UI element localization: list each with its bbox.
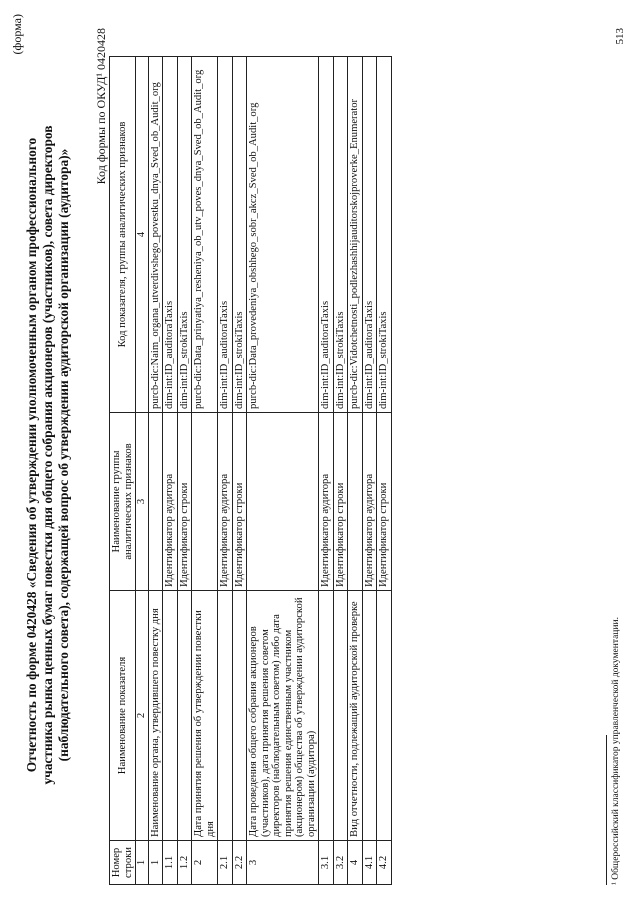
title-line-3: (наблюдательного совета), содержащей вопрос об утверждении аудиторской организации (аудитора)»	[56, 148, 71, 762]
indicator-name-cell: Вид отчетности, подлежащий аудиторской проверке	[348, 591, 363, 841]
indicators-table	[109, 56, 392, 885]
table-row	[333, 57, 348, 885]
group-name-cell: Идентификатор строки	[333, 413, 348, 591]
indicator-name-cell	[319, 591, 334, 841]
code-cell: purcb-dic:Vidotchetnosti_podlezhashhijauditorskojproverke_Enumerator	[348, 57, 363, 413]
code-cell: dim-int:ID_strokiTaxis	[177, 57, 192, 413]
row-number-cell: 4	[348, 841, 363, 885]
form-label: (форма)	[10, 14, 24, 55]
indicator-name-cell	[177, 591, 192, 841]
column-number: 4	[136, 57, 149, 413]
table-row	[362, 57, 377, 885]
group-name-cell: Идентификатор аудитора	[362, 413, 377, 591]
code-cell: dim-int:ID_strokiTaxis	[232, 57, 247, 413]
row-number-cell: 1.2	[177, 841, 192, 885]
row-number-cell: 1	[148, 841, 163, 885]
indicator-name-cell	[232, 591, 247, 841]
row-number-cell: 3.2	[333, 841, 348, 885]
group-name-cell	[247, 413, 319, 591]
footnote: ¹ Общероссийский классификатор управленческой документации.	[611, 617, 621, 885]
indicator-name-cell: Дата проведения общего собрания акционеров (участников), дата принятия решения советом директоров (наблюдательным советом) либо дата принятия решения единственным участником (акционером) общества об утверждении аудиторской организации (аудитора)	[247, 591, 319, 841]
group-name-cell: Идентификатор аудитора	[218, 413, 233, 591]
code-cell: dim-int:ID_strokiTaxis	[333, 57, 348, 413]
table-header-row	[110, 57, 136, 885]
group-name-cell	[348, 413, 363, 591]
column-number: 3	[136, 413, 149, 591]
code-cell: purcb-dic:Naim_organa_utverdivshego_povestku_dnya_Sved_ob_Audit_org	[148, 57, 163, 413]
row-number-cell: 3.1	[319, 841, 334, 885]
document-title	[24, 65, 72, 845]
table-row	[348, 57, 363, 885]
group-name-cell: Идентификатор строки	[232, 413, 247, 591]
row-number-cell: 2.2	[232, 841, 247, 885]
table-row	[247, 57, 319, 885]
table-row	[192, 57, 218, 885]
header-group-name: Наименование группы аналитических признаков	[110, 413, 136, 591]
table-body	[148, 57, 391, 885]
row-number-cell: 1.1	[163, 841, 178, 885]
indicator-name-cell	[163, 591, 178, 841]
row-number-cell: 4.2	[377, 841, 392, 885]
row-number-cell: 2.1	[218, 841, 233, 885]
group-name-cell	[148, 413, 163, 591]
column-number-row	[136, 57, 149, 885]
code-cell: dim-int:ID_auditoraTaxis	[319, 57, 334, 413]
column-number: 2	[136, 591, 149, 841]
header-row-number: Номер строки	[110, 841, 136, 885]
row-number-cell: 4.1	[362, 841, 377, 885]
group-name-cell	[192, 413, 218, 591]
indicator-name-cell	[218, 591, 233, 841]
code-cell: dim-int:ID_auditoraTaxis	[362, 57, 377, 413]
code-cell: dim-int:ID_strokiTaxis	[377, 57, 392, 413]
page-number: 513	[614, 28, 626, 45]
table-row	[232, 57, 247, 885]
header-indicator-name: Наименование показателя	[110, 591, 136, 841]
title-line-1: Отчетность по форме 0420428 «Сведения об утверждении уполномоченным органом профессионального	[24, 137, 39, 773]
code-cell: dim-int:ID_auditoraTaxis	[218, 57, 233, 413]
group-name-cell: Идентификатор аудитора	[319, 413, 334, 591]
group-name-cell: Идентификатор аудитора	[163, 413, 178, 591]
table-row	[148, 57, 163, 885]
indicator-name-cell	[333, 591, 348, 841]
table-row	[177, 57, 192, 885]
okud-code-label: Код формы по ОКУД¹ 0420428	[94, 28, 108, 185]
code-cell: purcb-dic:Data_prinyatiya_resheniya_ob_utv_poves_dnya_Sved_ob_Audit_org	[192, 57, 218, 413]
code-cell: dim-int:ID_auditoraTaxis	[163, 57, 178, 413]
indicator-name-cell	[362, 591, 377, 841]
column-number: 1	[136, 841, 149, 885]
table-row	[377, 57, 392, 885]
footnote-divider	[606, 735, 607, 885]
table-row	[319, 57, 334, 885]
group-name-cell: Идентификатор строки	[177, 413, 192, 591]
table-row	[218, 57, 233, 885]
title-line-2: участника рынка ценных бумаг повестки дня общего собрания акционеров (участников), совета директоров	[40, 125, 55, 785]
group-name-cell: Идентификатор строки	[377, 413, 392, 591]
table-row	[163, 57, 178, 885]
indicator-name-cell: Дата принятия решения об утверждении повестки дня	[192, 591, 218, 841]
row-number-cell: 2	[192, 841, 218, 885]
row-number-cell: 3	[247, 841, 319, 885]
code-cell: purcb-dic:Data_provedeniya_obshhego_sobr_akcz_Sved_ob_Audit_org	[247, 57, 319, 413]
indicator-name-cell	[377, 591, 392, 841]
header-code: Код показателя, группы аналитических признаков	[110, 57, 136, 413]
indicator-name-cell: Наименование органа, утвердившего повестку дня	[148, 591, 163, 841]
